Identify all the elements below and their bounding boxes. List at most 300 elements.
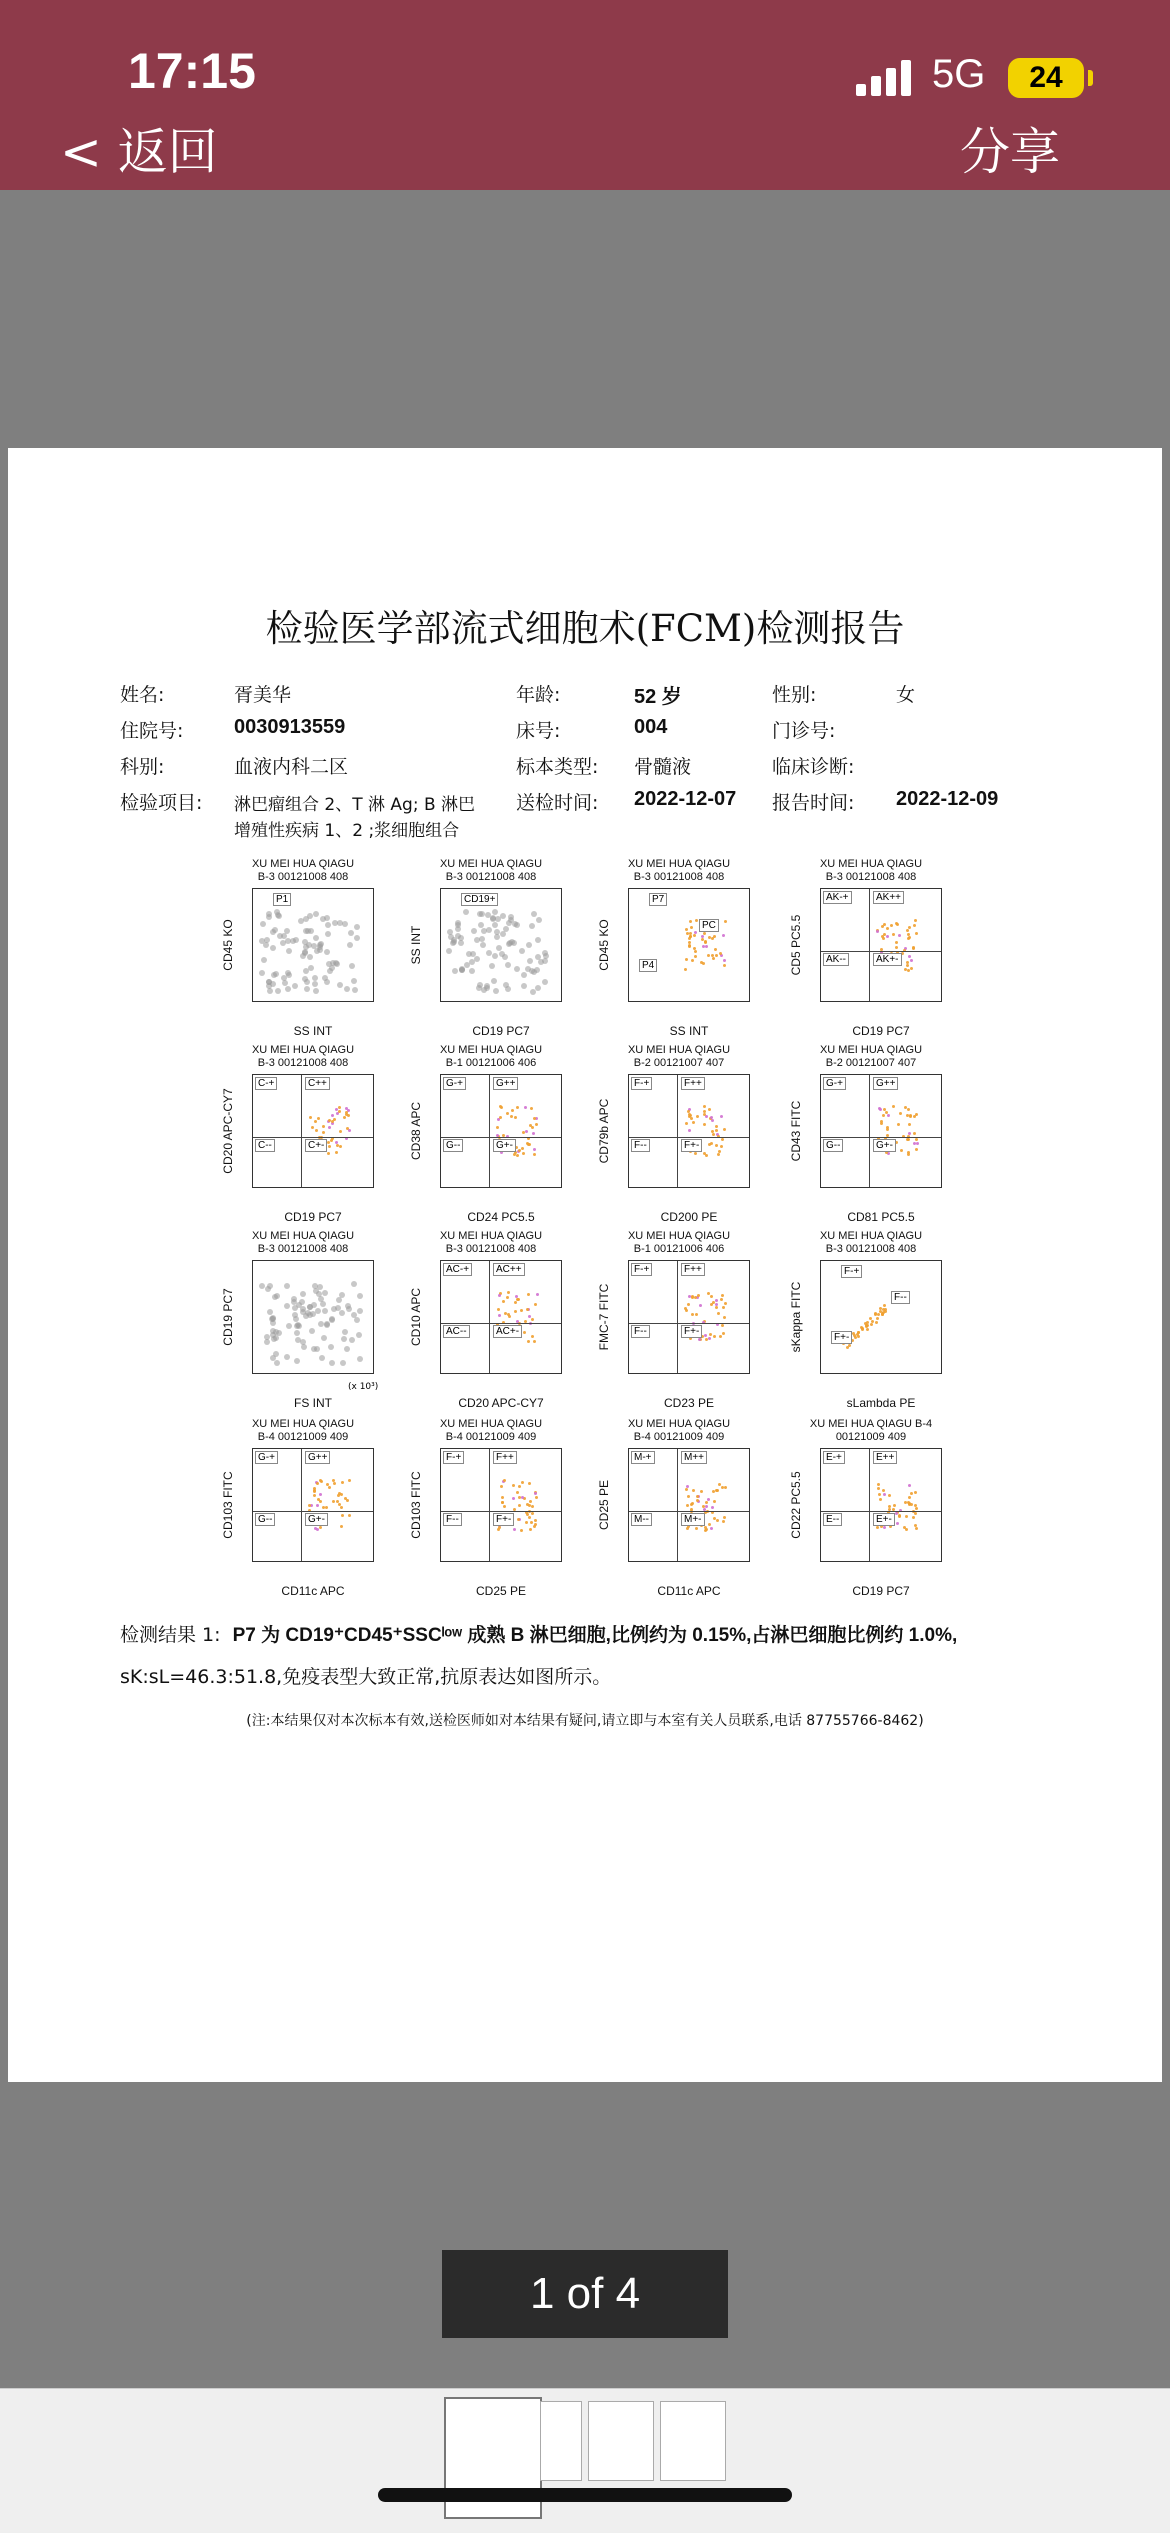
event-dot [686,1485,689,1488]
event-dot [535,1496,538,1499]
quadrant-vertical [301,1449,302,1561]
event-dot [530,1521,533,1524]
event-dot [313,911,319,917]
plot-tube-id: B-4 00121009 409 [633,1431,725,1443]
gate-label: E+- [873,1513,895,1526]
event-dot [501,1501,504,1504]
plot-header [776,858,966,884]
event-dot [284,1283,290,1289]
event-dot [526,942,532,948]
event-dot [692,1489,695,1492]
plot-tube-id: B-3 00121008 408 [445,871,537,883]
event-dot [526,1142,529,1145]
event-dot [347,1114,350,1117]
event-dot [290,938,296,944]
plot-area [440,1074,562,1188]
plot-tube-id: B-3 00121008 408 [633,871,725,883]
quadrant-horizontal [821,1511,941,1512]
name-value: 胥美华 [234,684,292,706]
event-dot [491,978,497,984]
event-dot [722,1306,725,1309]
event-dot [531,1512,534,1515]
plot-header [208,1418,398,1444]
event-dot [349,1337,355,1343]
event-dot [307,1304,313,1310]
y-axis-label: CD103 FITC [409,1471,423,1539]
event-dot [270,945,276,951]
event-dot [447,929,453,935]
event-dot [285,938,291,944]
event-dot [907,937,910,940]
event-dot [700,961,703,964]
event-dot [723,1316,726,1319]
event-dot [721,1294,724,1297]
event-dot [354,1317,360,1323]
plot-area [252,1260,374,1374]
gate-label: F-+ [631,1077,652,1090]
event-dot [521,983,527,989]
home-indicator [378,2488,792,2502]
event-dot [514,1301,517,1304]
event-dot [502,1300,505,1303]
plot-header [396,1418,586,1444]
event-dot [689,920,692,923]
event-dot [264,937,270,943]
event-dot [512,1484,515,1487]
event-dot [536,917,542,923]
event-dot [514,1116,517,1119]
gate-label: G-- [443,1139,463,1152]
event-dot [893,1504,896,1507]
plot-tube-id: B-3 00121008 408 [257,871,349,883]
event-dot [901,952,904,955]
event-dot [494,934,500,940]
y-axis-label: CD5 PC5.5 [789,914,803,976]
x-axis-label: sLambda PE [846,1396,916,1410]
result-line-2: sK:sL=46.3:51.8,免疫表型大致正常,抗原表达如图所示。 [120,1666,612,1688]
plot-area [440,888,562,1002]
event-dot [722,1332,725,1335]
event-dot [720,1115,723,1118]
event-dot [717,1312,720,1315]
gate-label: C-+ [255,1077,277,1090]
event-dot [519,948,525,954]
plot-header [584,1044,774,1070]
event-dot [685,1122,688,1125]
event-dot [528,1516,531,1519]
plot-sample-name: XU MEI HUA QIAGU [251,1230,355,1242]
event-dot [285,986,291,992]
event-dot [316,1528,319,1531]
event-dot [351,1281,357,1287]
event-dot [690,926,693,929]
y-axis-label: CD10 APC [409,1287,423,1347]
event-dot [883,1304,886,1307]
event-dot [270,1316,276,1322]
event-dot [324,949,330,955]
event-dot [328,1344,334,1350]
plot-tube-id: B-4 00121009 409 [445,1431,537,1443]
event-dot [498,1314,501,1317]
x-axis-label: CD11c APC [281,1584,345,1598]
event-dot [319,1526,322,1529]
plot-header [584,1230,774,1256]
event-dot [710,1142,713,1145]
event-dot [916,1142,919,1145]
event-dot [903,1526,906,1529]
event-dot [536,1293,539,1296]
event-dot [910,967,913,970]
sex-value: 女 [896,684,916,706]
event-dot [521,1147,524,1150]
event-dot [495,916,501,922]
event-dot [313,988,319,994]
event-dot [510,1115,513,1118]
event-dot [518,1504,521,1507]
back-button[interactable]: < 返回 [60,123,218,181]
event-dot [521,1481,524,1484]
event-dot [325,931,331,937]
event-dot [528,1482,531,1485]
event-dot [907,1138,910,1141]
plot-area [820,1074,942,1188]
gate-label: AK++ [873,891,904,904]
plot-16 [776,1418,966,1603]
event-dot [321,1335,327,1341]
battery-tip [1088,70,1093,86]
event-dot [309,1116,312,1119]
event-dot [479,936,485,942]
quadrant-horizontal [821,951,941,952]
x-axis-label: CD19 PC7 [472,1024,530,1038]
plot-area [628,1074,750,1188]
event-dot [476,985,482,991]
event-dot [703,1123,706,1126]
event-dot [319,1355,325,1361]
x-axis-label: CD81 PC5.5 [847,1210,915,1224]
event-dot [338,1110,341,1113]
event-dot [886,935,889,938]
event-dot [870,1323,873,1326]
plot-sample-name: XU MEI HUA QIAGU [251,1418,355,1430]
event-dot [329,1360,335,1366]
event-dot [274,1293,280,1299]
gate-label: F-- [891,1291,910,1304]
event-dot [715,1489,718,1492]
sample-value: 骨髓液 [634,756,692,778]
event-dot [330,960,336,966]
event-dot [514,922,520,928]
event-dot [707,954,710,957]
event-dot [879,1498,882,1501]
event-dot [689,935,692,938]
event-dot [304,979,310,985]
event-dot [517,1518,520,1521]
event-dot [304,986,310,992]
event-dot [503,1505,506,1508]
gate-label: AC+- [493,1325,522,1338]
event-dot [908,955,911,958]
quadrant-vertical [869,889,870,1001]
plot-7 [584,1044,774,1229]
event-dot [527,1340,530,1343]
event-dot [301,1344,307,1350]
event-dot [506,1112,509,1115]
event-dot [330,1139,333,1142]
event-dot [531,1505,534,1508]
event-dot [906,964,909,967]
event-dot [500,1485,503,1488]
plot-sample-name: XU MEI HUA QIAGU B-4 [809,1418,933,1430]
event-dot [471,928,477,934]
plot-area [628,1448,750,1562]
quadrant-horizontal [629,1323,749,1324]
event-dot [701,935,704,938]
item-value-line1: 淋巴瘤组合 2、T 淋 Ag; B 淋巴 [234,795,476,815]
event-dot [882,1114,885,1117]
plot-header [396,858,586,884]
plot-area [440,1448,562,1562]
event-dot [481,928,487,934]
event-dot [534,1523,537,1526]
event-dot [699,1304,702,1307]
event-dot [493,988,499,994]
event-dot [898,1515,901,1518]
gate-label: G+- [493,1139,516,1152]
x-axis-label: CD19 PC7 [852,1584,910,1598]
plot-4 [776,858,966,1043]
network-label: 5G [932,52,986,96]
event-dot [296,1323,302,1329]
event-dot [325,1506,328,1509]
event-dot [534,1303,537,1306]
event-dot [294,1358,300,1364]
x-axis-label: CD11c APC [657,1584,721,1598]
event-dot [703,932,706,935]
event-dot [357,1356,363,1362]
inpatient-label: 住院号: [120,720,184,742]
event-dot [877,1487,880,1490]
y-axis-label: FMC-7 FITC [597,1283,611,1351]
plot-sample-name: XU MEI HUA QIAGU [439,1230,543,1242]
event-dot [313,935,319,941]
event-dot [294,1330,300,1336]
event-dot [322,1308,328,1314]
event-dot [310,1311,316,1317]
event-dot [535,937,541,943]
y-axis-label: CD45 KO [597,919,611,971]
event-dot [723,964,726,967]
event-dot [719,1335,722,1338]
event-dot [720,1298,723,1301]
event-dot [907,1151,910,1154]
plot-area [820,1260,942,1374]
plot-area [628,888,750,1002]
event-dot [695,919,698,922]
quadrant-vertical [869,1449,870,1561]
event-dot [915,1507,918,1510]
event-dot [707,1292,710,1295]
plot-sample-name: XU MEI HUA QIAGU [819,1044,923,1056]
event-dot [723,1128,726,1131]
event-dot [876,930,879,933]
gate-label: F+- [681,1139,702,1152]
event-dot [714,948,717,951]
event-dot [908,1484,911,1487]
event-dot [520,1529,523,1532]
outpatient-label: 门诊号: [772,720,836,742]
gate-label: F-- [631,1139,650,1152]
event-dot [319,1500,322,1503]
event-dot [316,1482,319,1485]
y-axis-label: CD38 APC [409,1101,423,1161]
event-dot [341,1514,344,1517]
plot-tube-id: B-3 00121008 408 [257,1243,349,1255]
gate-label: AC++ [493,1263,525,1276]
event-dot [715,1144,718,1147]
thumbnail-page-2[interactable] [540,2401,582,2481]
plot-sample-name: XU MEI HUA QIAGU [251,858,355,870]
event-dot [846,1346,849,1349]
event-dot [703,1110,706,1113]
signal-icon [856,56,916,96]
gate-label: F++ [493,1451,517,1464]
event-dot [710,1295,713,1298]
event-dot [333,1118,336,1121]
event-dot [713,1500,716,1503]
plot-header [396,1230,586,1256]
event-dot [322,1131,325,1134]
event-dot [354,935,360,941]
event-dot [259,970,265,976]
plot-5 [208,1044,398,1229]
gate-label: F++ [681,1077,705,1090]
event-dot [508,914,514,920]
event-dot [711,954,714,957]
event-dot [313,1494,316,1497]
event-dot [533,1153,536,1156]
plot-header [208,858,398,884]
event-dot [342,1329,348,1335]
event-dot [700,1490,703,1493]
event-dot [340,1525,343,1528]
event-dot [348,1479,351,1482]
thumbnail-page-3[interactable] [588,2401,654,2481]
event-dot [688,944,691,947]
event-dot [530,989,536,995]
gate-label: C+- [305,1139,327,1152]
gate-label: AK+- [873,953,902,966]
event-dot [709,1333,712,1336]
event-dot [712,1133,715,1136]
quadrant-vertical [677,1075,678,1187]
event-dot [899,1112,902,1115]
y-axis-label: CD19 PC7 [221,1288,235,1346]
event-dot [530,1107,533,1110]
gate-label: G+- [305,1513,328,1526]
flow-cytometry-plots [208,858,988,1608]
event-dot [470,951,476,957]
event-dot [722,1520,725,1523]
y-axis-label: sKappa FITC [789,1281,803,1353]
event-dot [272,927,278,933]
plot-header [584,1418,774,1444]
event-dot [320,916,326,922]
x-axis-label: CD23 PE [663,1396,715,1410]
event-dot [286,948,292,954]
event-dot [701,938,704,941]
event-dot [696,1115,699,1118]
x-axis-label: CD25 PE [475,1584,527,1598]
gate-label: AC-+ [443,1263,472,1276]
gate-label: CD19+ [461,893,498,906]
plot-area [820,888,942,1002]
event-dot [291,1299,297,1305]
event-dot [912,1516,915,1519]
gate-label: C-- [255,1139,275,1152]
item-value-line2: 增殖性疾病 1、2 ;浆细胞组合 [234,821,460,841]
event-dot [336,1297,342,1303]
plot-sample-name: XU MEI HUA QIAGU [439,1044,543,1056]
event-dot [335,1151,338,1154]
gate-label: E-+ [823,1451,845,1464]
age-value: 52 岁 [634,686,682,708]
event-dot [342,921,348,927]
event-dot [529,1500,532,1503]
plot-12 [776,1230,966,1415]
plot-15 [584,1418,774,1603]
event-dot [349,963,355,969]
gate-label: P1 [273,893,291,906]
quadrant-horizontal [629,1511,749,1512]
plot-sample-name: XU MEI HUA QIAGU [251,1044,355,1056]
x-axis-label: CD20 APC-CY7 [458,1396,544,1410]
thumbnail-page-4[interactable] [660,2401,726,2481]
event-dot [463,909,469,915]
event-dot [529,923,535,929]
gate-label: AK-+ [823,891,852,904]
event-dot [341,1481,344,1484]
event-dot [866,1328,869,1331]
event-dot [895,1512,898,1515]
event-dot [508,1315,511,1318]
report-time-value: 2022-12-09 [896,788,999,810]
gate-label: P7 [649,893,667,906]
x-axis-label: SS INT [293,1024,333,1038]
event-dot [496,945,502,951]
gate-label: AC-- [443,1325,470,1338]
event-dot [452,968,458,974]
age-label: 年龄: [516,684,561,706]
event-dot [356,1332,362,1338]
event-dot [908,1123,911,1126]
event-dot [354,924,360,930]
event-dot [267,1309,273,1315]
event-dot [492,953,498,959]
event-dot [300,1339,306,1345]
event-dot [339,1130,342,1133]
event-dot [915,1527,918,1530]
quadrant-horizontal [441,1323,561,1324]
event-dot [522,1152,525,1155]
gate-label: P4 [639,959,657,972]
plot-6 [396,1044,586,1229]
share-button[interactable]: 分享 [960,123,1060,181]
event-dot [512,1497,515,1500]
event-dot [877,1483,880,1486]
plot-area [820,1448,942,1562]
event-dot [715,1125,718,1128]
